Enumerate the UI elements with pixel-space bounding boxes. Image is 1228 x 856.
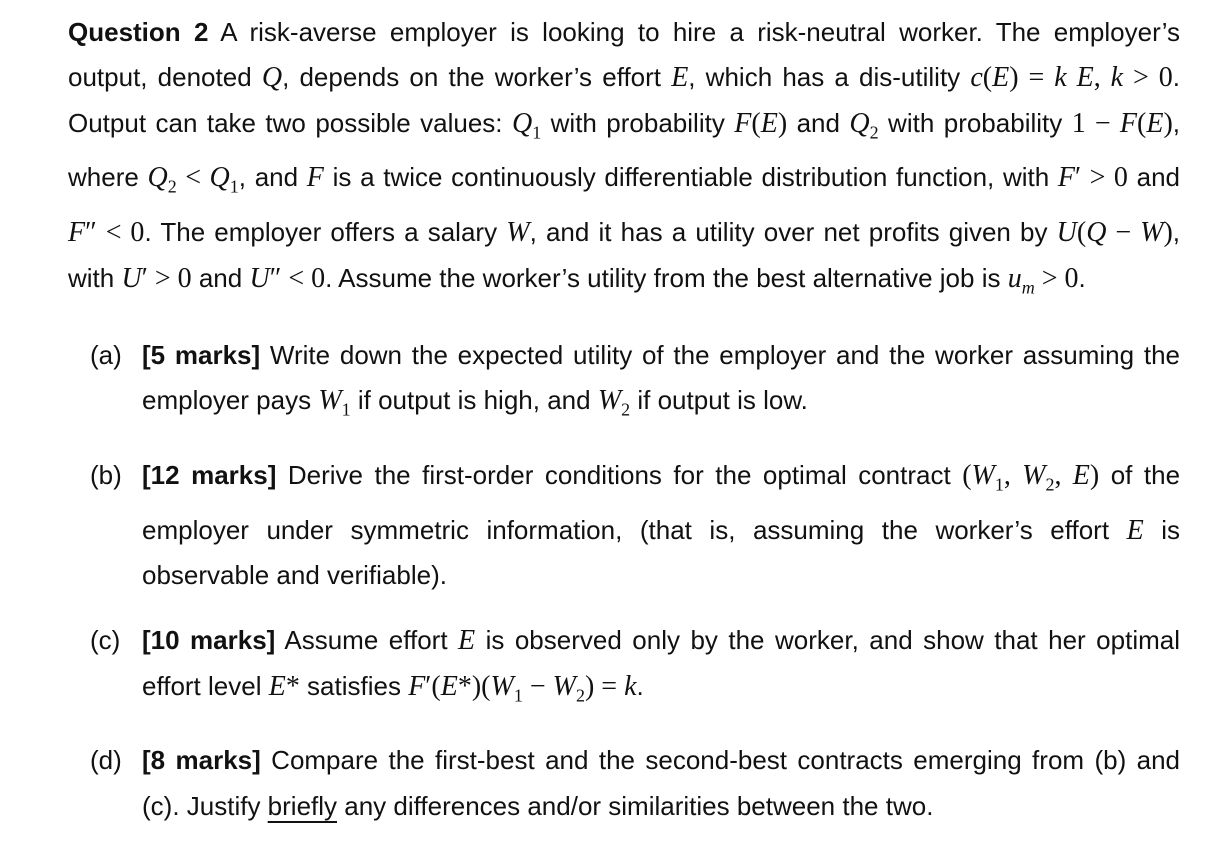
question-parts xyxy=(68,333,1180,829)
part-label: (d) xyxy=(90,745,122,776)
underlined-word: briefly xyxy=(267,790,338,821)
part-c: (c) [10 marks] Assume effort E is observed only by the worker, and show that her optimal effort level E* satisfies $F'(E*)(W_1 - W_2) = k$. xyxy=(90,618,1180,718)
question-label: Question 2 xyxy=(68,17,209,47)
part-b: (b) [12 marks] Derive the first-order conditions for the optimal contract ($W_1$, $W_2$, E) of the employer under symmetric information, (that is, assuming the worker’s effort E is observable and verifiable). xyxy=(90,453,1180,598)
part-label: (c) xyxy=(90,625,121,656)
part-marks: [5 marks] xyxy=(142,339,261,370)
part-label: (b) xyxy=(90,459,122,490)
part-label: (a) xyxy=(90,339,122,370)
part-marks: [8 marks] xyxy=(142,745,261,776)
part-d: (d) [8 marks] Compare the first-best and the second-best contracts emerging from (b) and (c). Justify briefly any differences and/or similarities between the two. xyxy=(90,738,1180,829)
question-stem: Question 2 A risk-averse employer is looking to hire a risk-neutral worker. The employer’s output, denoted Q, depends on the worker’s effort E, which has a dis-utility c(E) = k E, k > 0. Output can take two possible values: $Q_1$ with probability F(E) and $Q_2$ with probability 1 − F(E), where $Q_2 < Q_1$, and F is a twice continuously differentiable distribution function, with F′ > 0 and F″ < 0. The employer offers a salary W, and it has a utility over net profits given by U(Q − W), with U′ > 0 and U″ < 0. Assume the worker’s utility from the best alternative job is $u_m > 0$. xyxy=(68,17,1181,298)
part-marks: [12 marks] xyxy=(142,459,277,490)
part-a: (a) [5 marks] Write down the expected utility of the employer and the worker assuming the employer pays $W_1$ if output is high, and $W_2$ if output is low. xyxy=(90,333,1180,433)
part-marks: [10 marks] xyxy=(142,625,276,656)
